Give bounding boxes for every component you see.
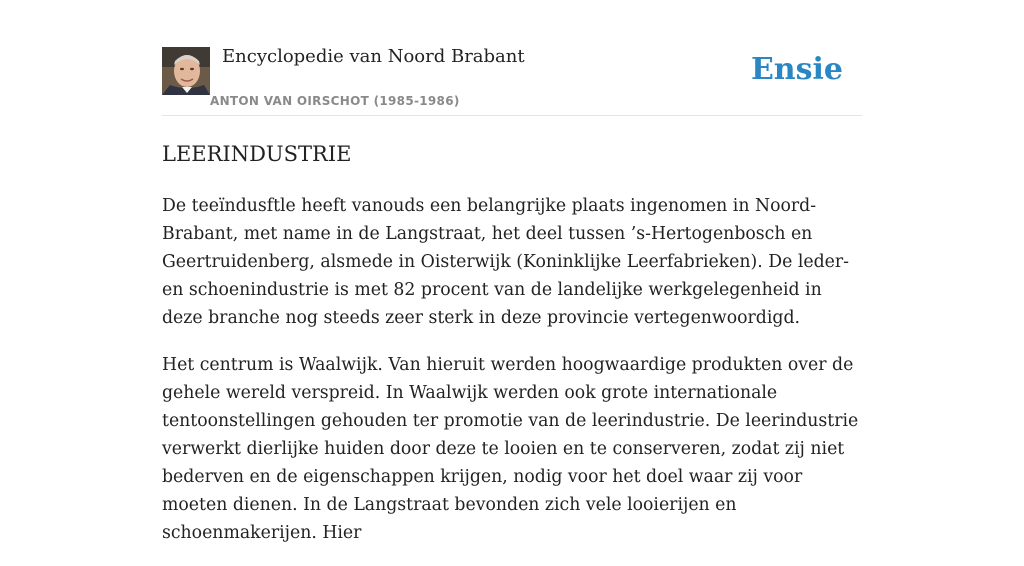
author-name[interactable]: ANTON VAN OIRSCHOT (1985-1986) — [210, 94, 460, 108]
book-title[interactable]: Encyclopedie van Noord Brabant — [222, 46, 525, 67]
article-container — [162, 0, 862, 543]
header — [162, 0, 862, 116]
body-paragraph: De teeïndusftle heeft vanouds een belangrijke plaats ingenomen in Noord-Brabant, met name in de Langstraat, het deel tussen ’s-Hertogenbosch en Geertruidenberg, alsmede in Oisterwijk (Koninklijke Leerfabrieken). De leder- en schoenindustrie is met 82 procent van de landelijke werkgelegenheid in deze branche nog steeds zeer sterk in deze provincie vertegenwoordigd. — [162, 196, 849, 328]
body-paragraph: Het centrum is Waalwijk. Van hieruit werden hoogwaardige produkten over de gehele wereld verspreid. In Waalwijk werden ook grote internationale tentoonstellingen gehouden ter promotie van de leerindustrie. De leerindustrie verwerkt dierlijke huiden door deze te looien en te conserveren, zodat zij niet bederven en de eigenschappen krijgen, nodig voor het doel waar zij voor moeten dienen. In de Langstraat bevonden zich vele looierijen en schoenmakerijen. Hier — [162, 355, 859, 543]
author-avatar[interactable] — [162, 47, 210, 95]
avatar-portrait-icon — [162, 47, 210, 95]
entry-body — [162, 192, 862, 566]
brand-logo[interactable]: Ensie — [750, 52, 843, 87]
entry-title: LEERINDUSTRIE — [162, 142, 352, 166]
